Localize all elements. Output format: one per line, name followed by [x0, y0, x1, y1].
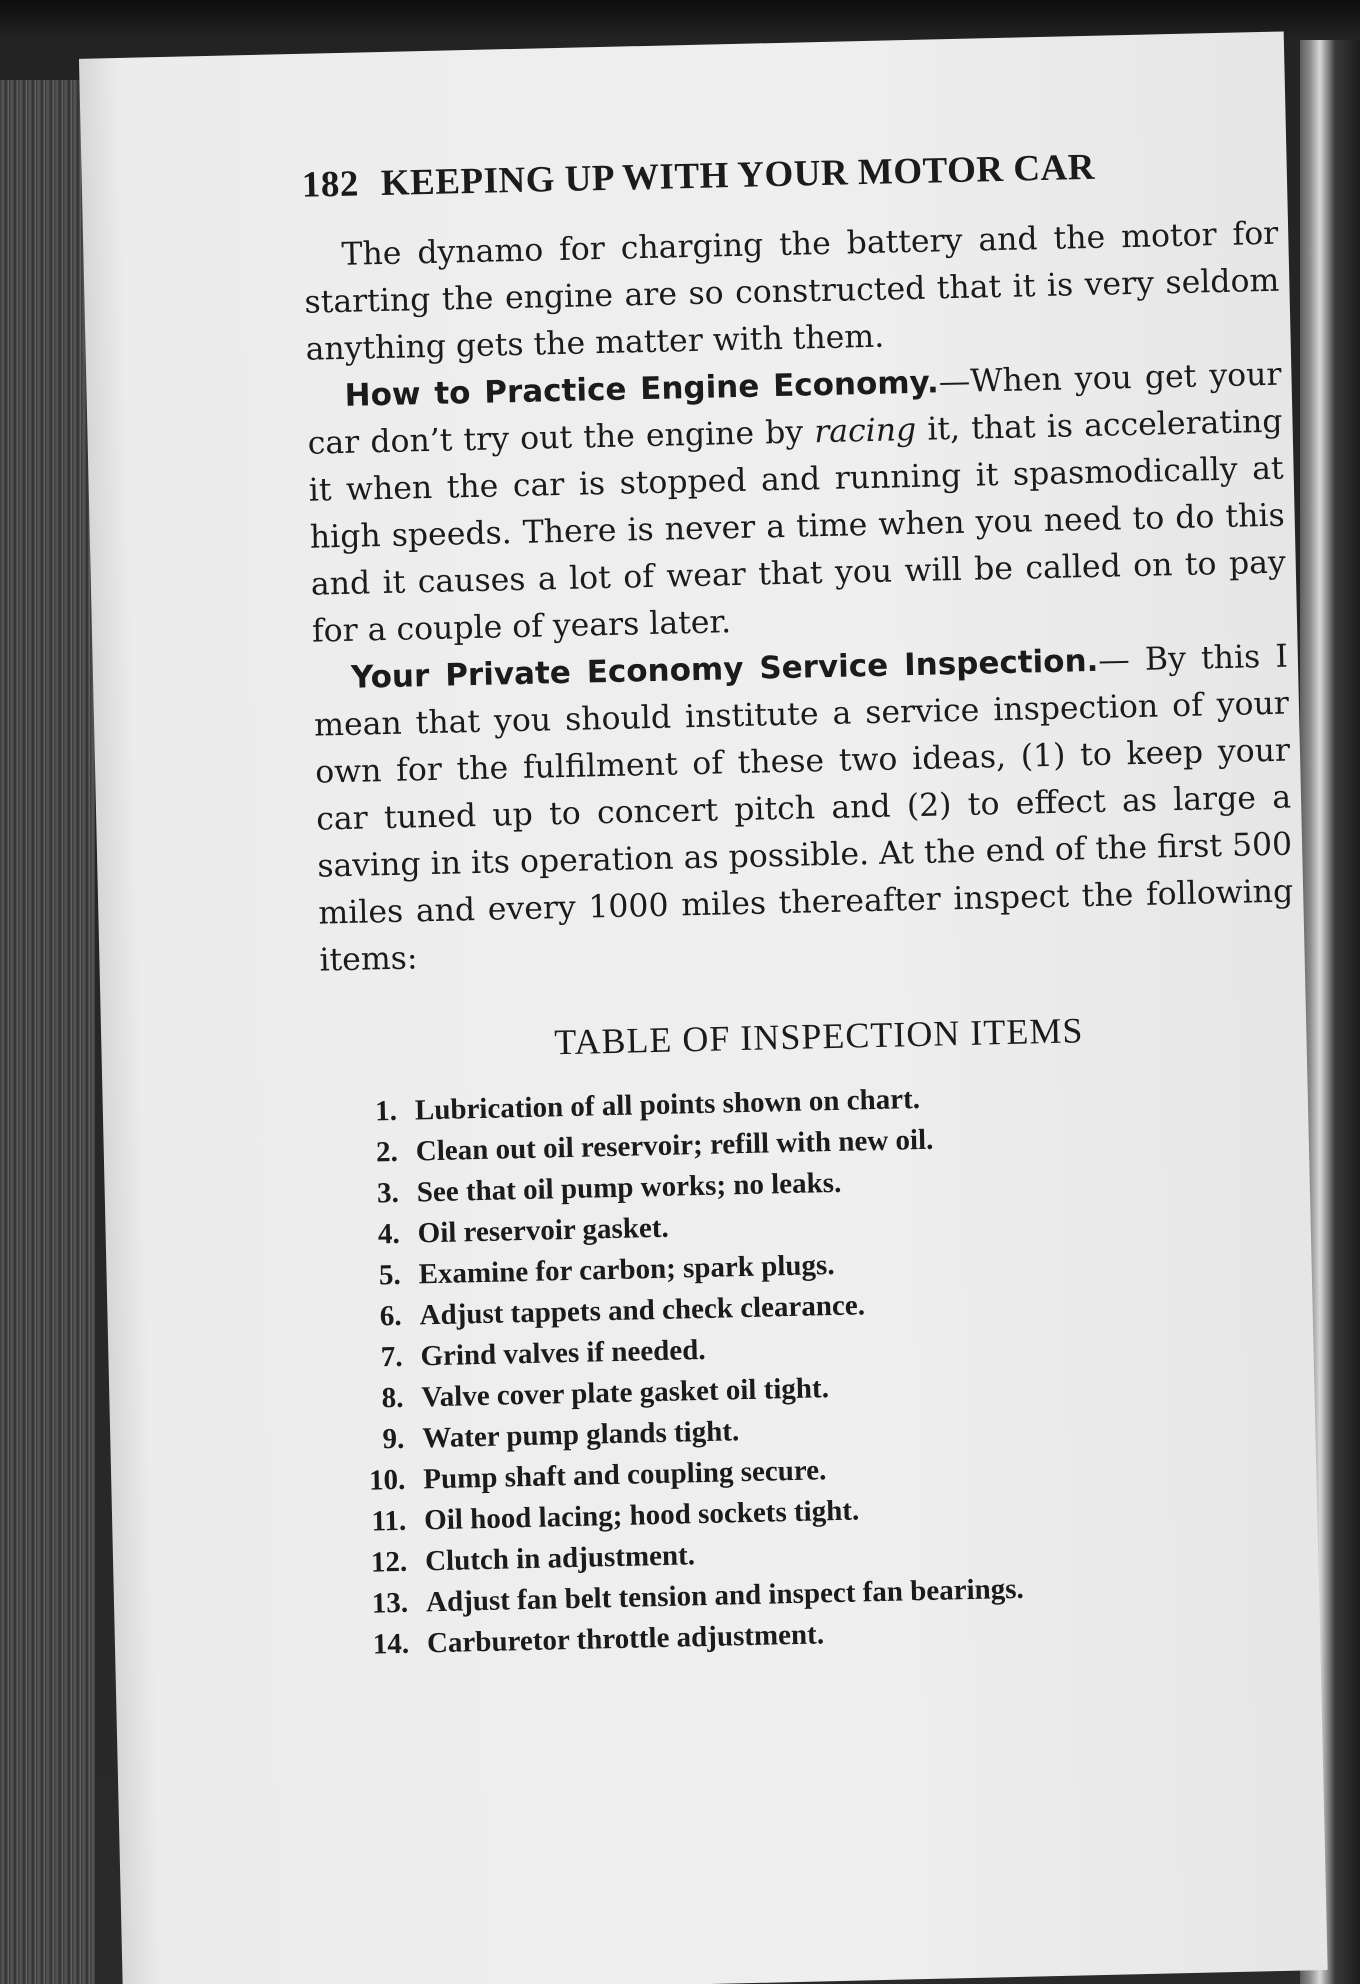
item-text: Grind valves if needed.	[420, 1333, 706, 1373]
item-text: Examine for carbon; spark plugs.	[418, 1248, 835, 1291]
item-number: 9.	[382, 1422, 405, 1456]
item-number: 6.	[379, 1299, 402, 1333]
item-number: 1.	[374, 1094, 398, 1128]
paragraph-text: — By this I mean that you should institute a service inspection of your own for the fulfilment of these two ideas, (1) to keep your car tuned up to concert pitch and (2) to effect as large a saving in its operation as possible. At the end of the first 500 miles and every 1000 miles thereafter inspect the following items:	[313, 638, 1294, 979]
item-text: Carburetor throttle adjustment.	[426, 1618, 825, 1660]
inspection-items-list	[322, 1070, 1310, 1666]
book-page-edges-left	[0, 80, 95, 1984]
page-content	[301, 142, 1310, 1667]
page-number: 182	[301, 163, 360, 206]
item-number: 5.	[378, 1258, 401, 1292]
item-text: See that oil pump works; no leaks.	[416, 1166, 842, 1209]
item-number: 14.	[372, 1627, 410, 1661]
item-text: Oil hood lacing; hood sockets tight.	[423, 1494, 860, 1537]
item-number: 13.	[371, 1586, 409, 1620]
section-heading-service-inspection: Your Private Economy Service Inspection.	[350, 642, 1099, 696]
item-text: Oil reservoir gasket.	[417, 1211, 670, 1250]
item-number: 12.	[370, 1545, 408, 1579]
item-number: 3.	[376, 1176, 400, 1210]
item-number: 11.	[371, 1504, 407, 1538]
item-text: Water pump glands tight.	[421, 1415, 740, 1455]
item-number: 7.	[380, 1340, 403, 1374]
paragraph-service-inspection	[313, 634, 1295, 985]
section-heading-engine-economy: How to Practice Engine Economy.	[344, 364, 940, 414]
page-sheet	[79, 31, 1328, 1984]
item-text: Pump shaft and coupling secure.	[422, 1454, 827, 1496]
paragraph-text: The dynamo for charging the battery and the motor for starting the engine are so constructed that it is very seldom anything gets the matter with them.	[304, 215, 1280, 368]
item-text: Adjust tappets and check clearance.	[419, 1289, 866, 1332]
paragraph-dynamo	[303, 211, 1281, 374]
item-text: Clean out oil reservoir; refill with new oil.	[415, 1123, 934, 1168]
item-number: 2.	[375, 1135, 399, 1169]
item-text: Valve cover plate gasket oil tight.	[421, 1372, 830, 1414]
item-text: Clutch in adjustment.	[424, 1539, 696, 1578]
paragraph-text: it, that is accelerating it when the car is stopped and running it spasmodically at high speeds. There is never a time when you need to do this and it causes a lot of wear that you will be called on to pay for a couple of years later.	[308, 403, 1287, 650]
table-title: TABLE OF INSPECTION ITEMS	[553, 1010, 1084, 1063]
italic-word: racing	[813, 411, 917, 451]
item-number: 8.	[381, 1381, 404, 1415]
item-text: Adjust fan belt tension and inspect fan bearings.	[425, 1572, 1025, 1619]
item-number: 10.	[368, 1463, 406, 1497]
item-text: Lubrication of all points shown on chart.	[414, 1083, 921, 1127]
paragraph-text: —When you get your car don’t try out the engine by	[307, 356, 1282, 462]
item-number: 4.	[377, 1217, 401, 1251]
running-head	[301, 142, 1277, 207]
paragraph-engine-economy	[306, 352, 1287, 656]
running-head-title: KEEPING UP WITH YOUR MOTOR CAR	[380, 146, 1096, 204]
